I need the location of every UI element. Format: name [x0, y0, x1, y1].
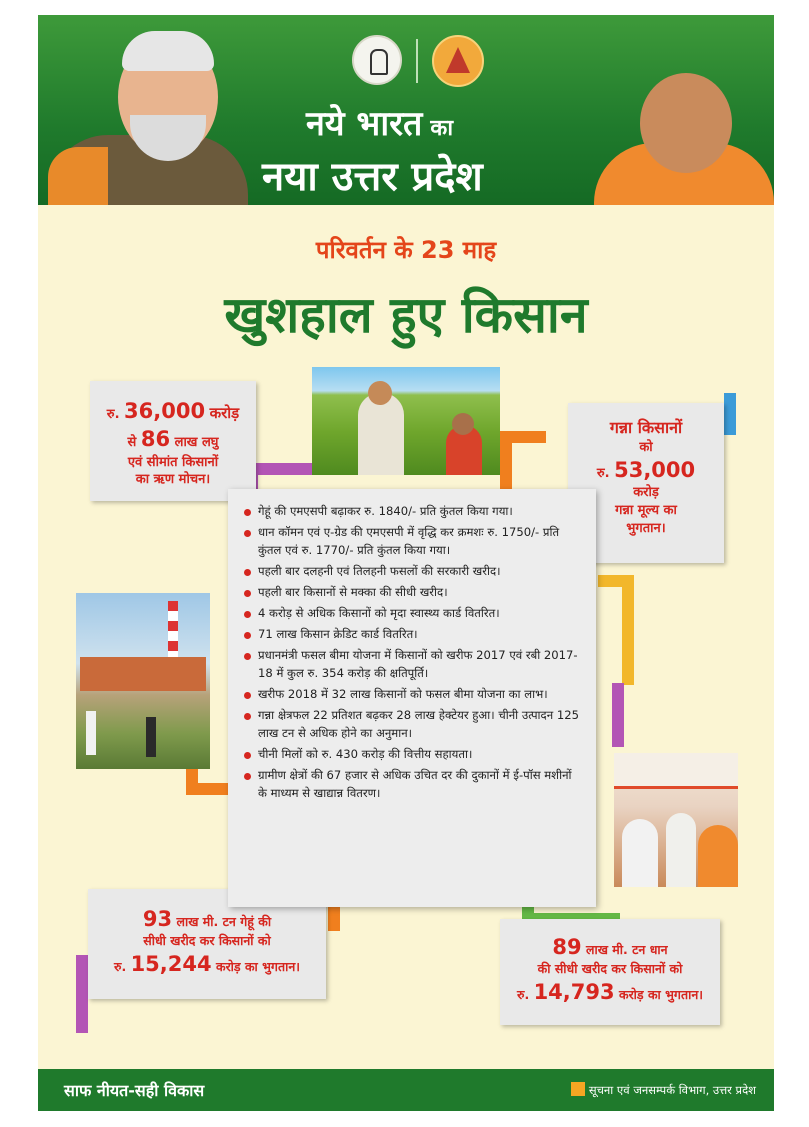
card-line: गन्ना किसानों: [609, 418, 683, 437]
sugar-mill-photo: [76, 593, 210, 769]
unit-label: करोड़: [209, 404, 240, 422]
currency-label: रु.: [113, 959, 127, 975]
list-item: पहली बार किसानों से मक्का की सीधी खरीद।: [242, 584, 584, 602]
paddy-quantity: 89: [552, 935, 582, 959]
achievements-panel: [228, 489, 596, 907]
card-line: सीधी खरीद कर किसानों को: [143, 933, 271, 949]
department-logo-icon: [571, 1082, 585, 1096]
headline-connector: का: [430, 116, 454, 141]
decor-strip: [622, 575, 634, 685]
wheat-amount: 15,244: [130, 952, 212, 977]
card-line: एवं सीमांत किसानों: [127, 454, 219, 470]
subheading: परिवर्तन के 23 माह: [315, 236, 497, 264]
card-line: करोड़ का भुगतान।: [215, 959, 301, 975]
list-item: 4 करोड़ से अधिक किसानों को मृदा स्वास्थ्य कार्ड वितरित।: [242, 605, 584, 623]
headline-line-2: नया उत्तर प्रदेश: [262, 154, 483, 200]
up-government-emblem-icon: [352, 35, 402, 85]
list-item: चीनी मिलों को रु. 430 करोड़ की वित्तीय सहायता।: [242, 746, 584, 764]
list-item: ग्रामीण क्षेत्रों की 67 हजार से अधिक उचित दर की दुकानों में ई-पॉस मशीनों के माध्यम से खाद्यान्न वितरण।: [242, 767, 584, 803]
list-item: खरीफ 2018 में 32 लाख किसानों को फसल बीमा योजना का लाभ।: [242, 686, 584, 704]
card-line: की सीधी खरीद कर किसानों को: [537, 961, 683, 977]
currency-label: रु.: [596, 466, 610, 482]
currency-label: रु.: [106, 407, 120, 422]
decor-strip: [612, 683, 624, 747]
loan-waiver-card: [90, 381, 256, 501]
header-banner: [38, 15, 774, 205]
ceremony-photo: [614, 753, 738, 887]
footer-bar: [38, 1069, 774, 1111]
card-line: लाख मी. टन धान: [586, 942, 668, 957]
decor-strip: [724, 393, 736, 435]
list-item: धान कॉमन एवं ए-ग्रेड की एमएसपी में वृद्धि कर क्रमशः रु. 1750/- प्रति कुंतल एवं रु. 1770/- प्रति कुंतल किया गया।: [242, 524, 584, 560]
loan-waiver-farmers-count: 86: [140, 427, 171, 452]
headline-line-1: [306, 99, 453, 145]
emblem-group: [352, 35, 492, 91]
decor-strip: [76, 955, 88, 1033]
main-heading: खुशहाल हुए किसान: [224, 286, 588, 344]
card-line: को: [639, 439, 653, 455]
decor-strip: [186, 783, 230, 795]
footer-slogan: साफ नीयत-सही विकास: [64, 1081, 205, 1100]
headline-line-1-text: नये भारत: [306, 104, 423, 144]
currency-label: रु.: [516, 987, 530, 1003]
card-line: का ऋण मोचन।: [135, 472, 211, 488]
loan-waiver-amount: 36,000: [124, 399, 206, 423]
list-item: प्रधानमंत्री फसल बीमा योजना में किसानों को खरीफ 2017 एवं रबी 2017-18 में कुल रु. 354 करोड़ की क्षतिपूर्ति।: [242, 647, 584, 683]
poster: [38, 15, 774, 1111]
card-line: करोड़ का भुगतान।: [618, 987, 704, 1003]
card-line: लाख मी. टन गेहूं की: [176, 914, 272, 929]
list-item: गेहूं की एमएसपी बढ़ाकर रु. 1840/- प्रति कुंतल किया गया।: [242, 503, 584, 521]
wheat-quantity: 93: [142, 907, 173, 931]
emblem-divider: [416, 39, 418, 83]
unit-label: लाख लघु: [174, 435, 219, 451]
list-item: 71 लाख किसान क्रेडिट कार्ड वितरित।: [242, 626, 584, 644]
kumbh-logo-icon: [432, 35, 484, 87]
paddy-amount: 14,793: [533, 980, 615, 1005]
paddy-procurement-card: [500, 919, 720, 1025]
farmers-field-photo: [312, 367, 500, 475]
decor-strip: [246, 463, 316, 475]
leader-portrait-right: [594, 27, 774, 205]
connector-label: से: [127, 435, 137, 451]
paddy-text: [500, 933, 720, 1007]
card-line: भुगतान।: [626, 520, 666, 536]
card-line: करोड़: [633, 485, 659, 501]
list-item: गन्ना क्षेत्रफल 22 प्रतिशत बढ़कर 28 लाख हेक्टेयर हुआ। चीनी उत्पादन 125 लाख टन से अधिक होने का अनुमान।: [242, 707, 584, 743]
leader-portrait-left: [48, 27, 248, 205]
card-line: गन्ना मूल्य का: [615, 503, 677, 519]
wheat-text: [88, 905, 326, 979]
footer-department: [571, 1082, 756, 1098]
sugarcane-amount: 53,000: [614, 458, 696, 483]
achievements-list: [242, 503, 584, 803]
loan-waiver-text: [90, 397, 256, 489]
list-item: पहली बार दलहनी एवं तिलहनी फसलों की सरकारी खरीद।: [242, 563, 584, 581]
department-name: सूचना एवं जनसम्पर्क विभाग, उत्तर प्रदेश: [588, 1083, 756, 1097]
